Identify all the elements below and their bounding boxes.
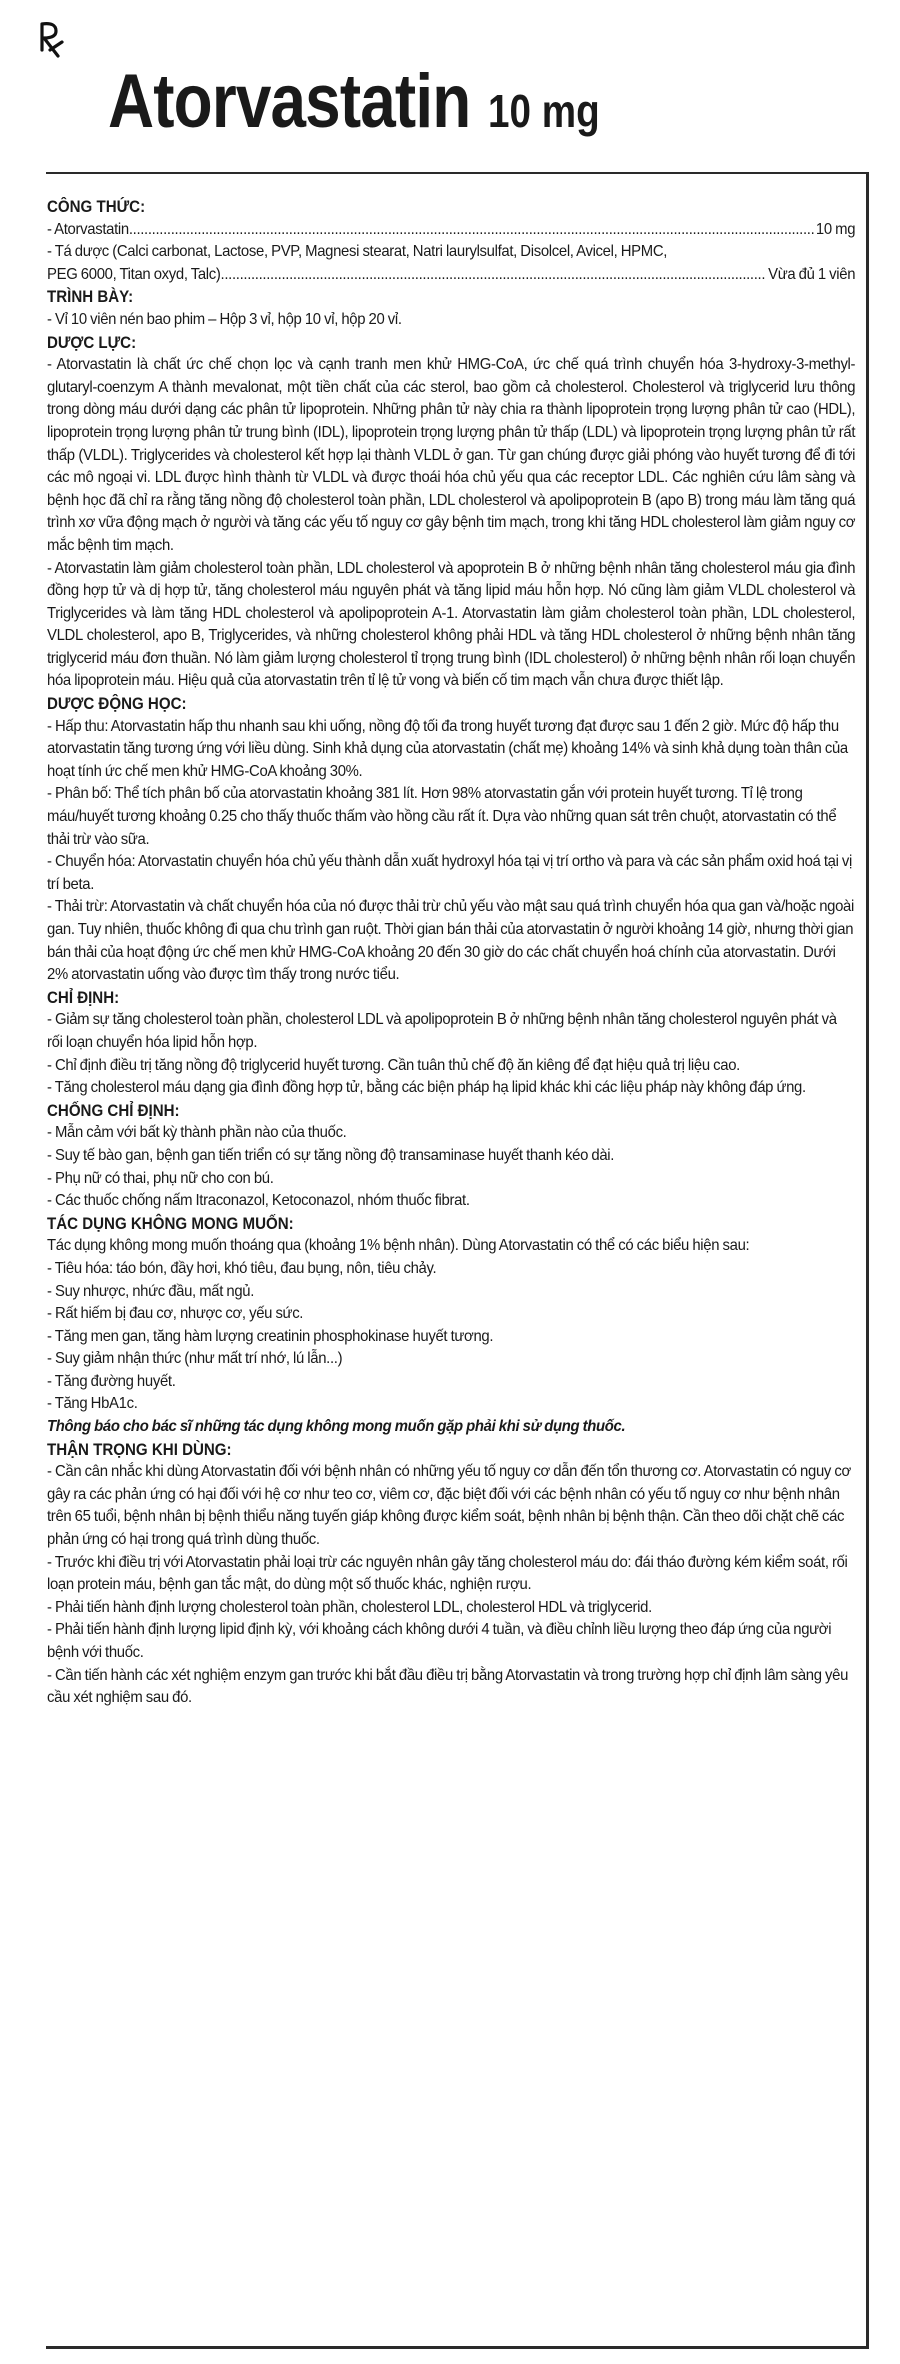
pharmacokinetics-paragraph: - Phân bố: Thể tích phân bố của atorvastatin khoảng 381 lít. Hơn 98% atorvastatin gắn với protein huyết tương. Tỉ lệ trong máu/huyết tương khoảng 0.25 cho thấy thuốc thấm vào hồng cầu rất ít. Dựa vào những quan sát trên chuột, atorvastatin có thể thải trừ vào sữa.: [47, 785, 837, 848]
composition-row-excipients: [47, 264, 855, 287]
pharmacokinetics-paragraph: - Chuyển hóa: Atorvastatin chuyển hóa chủ yếu thành dẫn xuất hydroxyl hóa tại vị trí ortho và para và các sản phẩm oxid hoá tại vị trí beta.: [47, 853, 853, 893]
frame-bottom-rule: [46, 2346, 869, 2349]
precaution-item: - Phải tiến hành định lượng lipid định kỳ, với khoảng cách không dưới 4 tuần, và điều chỉnh liều lượng theo đáp ứng của người bệnh với thuốc.: [47, 1621, 832, 1661]
contraindication-item: - Suy tế bào gan, bệnh gan tiến triển có sự tăng nồng độ transaminase huyết thanh kéo dài.: [47, 1146, 615, 1164]
precaution-item: - Cần cân nhắc khi dùng Atorvastatin đối với bệnh nhân có những yếu tố nguy cơ dẫn đến tổn thương cơ. Atorvastatin có nguy cơ gây ra các phản ứng có hại đối với hệ cơ như teo cơ, viêm cơ, đặc biệt đối với các bệnh nhân có yếu tố nguy cơ như bệnh nhân trên 65 tuổi, bệnh nhân bị bệnh thiểu năng tuyến giáp không được kiểm soát, bệnh nhân bị bệnh thận. Cần theo dõi chặt chẽ các phản ứng có hại trong quá trình dùng thuốc.: [47, 1463, 851, 1549]
side-effect-item: - Tăng men gan, tăng hàm lượng creatinin phosphokinase huyết tương.: [47, 1327, 494, 1345]
side-effect-item: - Tiêu hóa: táo bón, đầy hơi, khó tiêu, đau bụng, nôn, tiêu chảy.: [47, 1259, 437, 1277]
side-effect-item: - Suy nhược, nhức đầu, mất ngủ.: [47, 1282, 255, 1300]
contraindication-item: - Phụ nữ có thai, phụ nữ cho con bú.: [47, 1169, 274, 1187]
section-heading-than-trong: THẬN TRỌNG KHI DÙNG:: [47, 1439, 232, 1459]
composition-excipients-value: Vừa đủ 1 viên: [768, 265, 856, 283]
side-effect-item: - Tăng đường huyết.: [47, 1372, 176, 1390]
section-heading-duoc-dong-hoc: DƯỢC ĐỘNG HỌC:: [47, 694, 187, 714]
section-heading-tac-dung: TÁC DỤNG KHÔNG MONG MUỐN:: [47, 1213, 294, 1233]
side-effect-item: - Tăng HbA1c.: [47, 1395, 138, 1413]
precaution-item: - Phải tiến hành định lượng cholesterol toàn phần, cholesterol LDL, cholesterol HDL và triglycerid.: [47, 1598, 652, 1616]
composition-excipients-line: - Tá dược (Calci carbonat, Lactose, PVP, Magnesi stearat, Natri laurylsulfat, Disolcel, Avicel, HPMC,: [47, 243, 668, 261]
pharmacokinetics-paragraph: - Thải trừ: Atorvastatin và chất chuyển hóa của nó được thải trừ chủ yếu vào mật sau quá trình chuyển hóa qua gan và/hoặc ngoài gan. Tuy nhiên, thuốc không đi qua chu trình gan ruột. Thời gian bán thải của atorvastatin ở người khoảng 14 giờ, nhưng thời gian bán thải của hoạt động ức chế men khử HMG-CoA khoảng 20 đến 30 giờ do các chất chuyển hoá chính của atorvastatin. Dưới 2% atorvastatin uống vào được tìm thấy trong nước tiểu.: [47, 898, 854, 984]
composition-block: [47, 219, 855, 287]
section-heading-cong-thuc: CÔNG THỨC:: [47, 197, 146, 216]
pharmacodynamics-paragraph: - Atorvastatin là chất ức chế chọn lọc và cạnh tranh men khử HMG-CoA, ức chế quá trình chuyển hóa 3-hydroxy-3-methyl-glutaryl-coenzym A thành mevalonat, một tiền chất của các sterol, bao gồm cả cholesterol. Cholesterol và triglycerid lưu thông trong dòng máu dưới dạng các phân tử lipoprotein. Những phân tử này chia ra thành lipoprotein trọng lượng phân tử cao (HDL), lipoprotein trọng lượng phân tử trung bình (IDL), lipoprotein trọng lượng phân tử thấp (LDL) và lipoprotein trọng lượng phân tử rất thấp (VLDL). Triglycerides và cholesterol kết hợp lại thành VLDL ở gan. Từ gan chúng được giải phóng vào huyết tương để đi tới các mô ngoại vi. LDL được hình thành từ VLDL và được thoái hóa chủ yếu qua các receptor LDL. Các nghiên cứu lâm sàng và bệnh học đã chỉ ra rằng tăng nồng độ cholesterol toàn phần, LDL cholesterol và apolipoprotein B (apo B) trong máu làm tăng quá trình xơ vữa động mạch ở người và tăng các yếu tố nguy cơ gây bệnh tim mạch, trong khi tăng HDL cholesterol làm giảm nguy cơ mắc bệnh tim mạch.: [47, 356, 856, 554]
section-heading-chi-dinh: CHỈ ĐỊNH:: [47, 987, 120, 1007]
contraindication-item: - Mẫn cảm với bất kỳ thành phần nào của thuốc.: [47, 1124, 347, 1142]
precaution-item: - Cần tiến hành các xét nghiệm enzym gan trước khi bắt đầu điều trị bằng Atorvastatin và trong trường hợp chỉ định lâm sàng yêu cầu xét nghiệm sau đó.: [47, 1666, 849, 1707]
frame-top-rule: [46, 172, 866, 174]
side-effect-item: - Rất hiếm bị đau cơ, nhược cơ, yếu sức.: [47, 1305, 304, 1323]
pharmacokinetics-paragraph: - Hấp thu: Atorvastatin hấp thu nhanh sau khi uống, nồng độ tối đa trong huyết tương đạt được sau 1 đến 2 giờ. Mức độ hấp thu atorvastatin tăng tương ứng với liều dùng. Sinh khả dụng của atorvastatin (chất mẹ) khoảng 14% và sinh khả dụng toàn thân của hoạt tính ức chế men khử HMG-CoA khoảng 30%.: [47, 717, 848, 780]
section-heading-duoc-luc: DƯỢC LỰC:: [47, 332, 137, 352]
side-effects-intro: Tác dụng không mong muốn thoáng qua (khoảng 1% bệnh nhân). Dùng Atorvastatin có thể có các biểu hiện sau:: [47, 1237, 750, 1255]
leaflet-content: [47, 196, 855, 1710]
precaution-item: - Trước khi điều trị với Atorvastatin phải loại trừ các nguyên nhân gây tăng cholesterol máu do: đái tháo đường kém kiểm soát, rối loạn protein máu, bệnh gan tắc mật, do dùng một số thuốc khác, nghiện rượu.: [47, 1553, 848, 1594]
side-effects-warning: Thông báo cho bác sĩ những tác dụng không mong muốn gặp phải khi sử dụng thuốc.: [47, 1418, 626, 1436]
composition-active-label: - Atorvastatin .....: [47, 219, 814, 242]
rx-prescription-icon: [36, 20, 70, 64]
presentation-text: - Vỉ 10 viên nén bao phim – Hộp 3 vỉ, hộp 10 vỉ, hộp 20 vỉ.: [47, 310, 402, 328]
section-heading-trinh-bay: TRÌNH BÀY:: [47, 287, 134, 307]
drug-name: Atorvastatin: [108, 59, 471, 144]
indication-item: - Giảm sự tăng cholesterol toàn phần, cholesterol LDL và apolipoprotein B ở những bệnh nhân tăng cholesterol nguyên phát và rối loạn chuyển hóa lipid hỗn hợp.: [47, 1011, 837, 1051]
pharmacodynamics-paragraph: - Atorvastatin làm giảm cholesterol toàn phần, LDL cholesterol và apoprotein B ở những bệnh nhân tăng cholesterol máu gia đình đồng hợp tử và dị hợp tử, tăng cholesterol máu nguyên phát và tăng lipid máu hỗn hợp. Nó cũng làm giảm VLDL cholesterol và Triglycerides và làm tăng HDL cholesterol và apolipoprotein A-1. Atorvastatin làm giảm cholesterol toàn phần, LDL cholesterol, VLDL cholesterol, apo B, Triglycerides, và những cholesterol không phải HDL và tăng HDL cholesterol ở những bệnh nhân tăng triglycerid máu đơn thuần. Nó làm giảm lượng cholesterol tỉ trọng trung bình (IDL cholesterol) ở những bệnh nhân rối loạn chuyển hóa lipoprotein máu. Hiệu quả của atorvastatin trên tỉ lệ tử vong và biến cố tim mạch vẫn chưa được thiết lập.: [47, 559, 856, 690]
composition-row-active: [47, 219, 855, 242]
frame-right-rule: [866, 172, 869, 2347]
contraindication-item: - Các thuốc chống nấm Itraconazol, Ketoconazol, nhóm thuốc fibrat.: [47, 1192, 470, 1210]
section-heading-chong-chi-dinh: CHỐNG CHỈ ĐỊNH:: [47, 1100, 180, 1120]
indication-item: - Tăng cholesterol máu dạng gia đình đồng hợp tử, bằng các biện pháp hạ lipid khác khi các liệu pháp này không đáp ứng.: [47, 1079, 806, 1097]
drug-dose: 10 mg: [488, 85, 600, 137]
indication-item: - Chỉ định điều trị tăng nồng độ triglycerid huyết tương. Cần tuân thủ chế độ ăn kiêng để đạt hiệu quả trị liệu cao.: [47, 1056, 740, 1074]
side-effect-item: - Suy giảm nhận thức (như mất trí nhớ, lú lẫn...): [47, 1350, 343, 1368]
composition-excipients-label: PEG 6000, Titan oxyd, Talc) .....: [47, 264, 766, 287]
product-title: [108, 58, 621, 145]
composition-active-value: 10 mg: [815, 220, 856, 238]
